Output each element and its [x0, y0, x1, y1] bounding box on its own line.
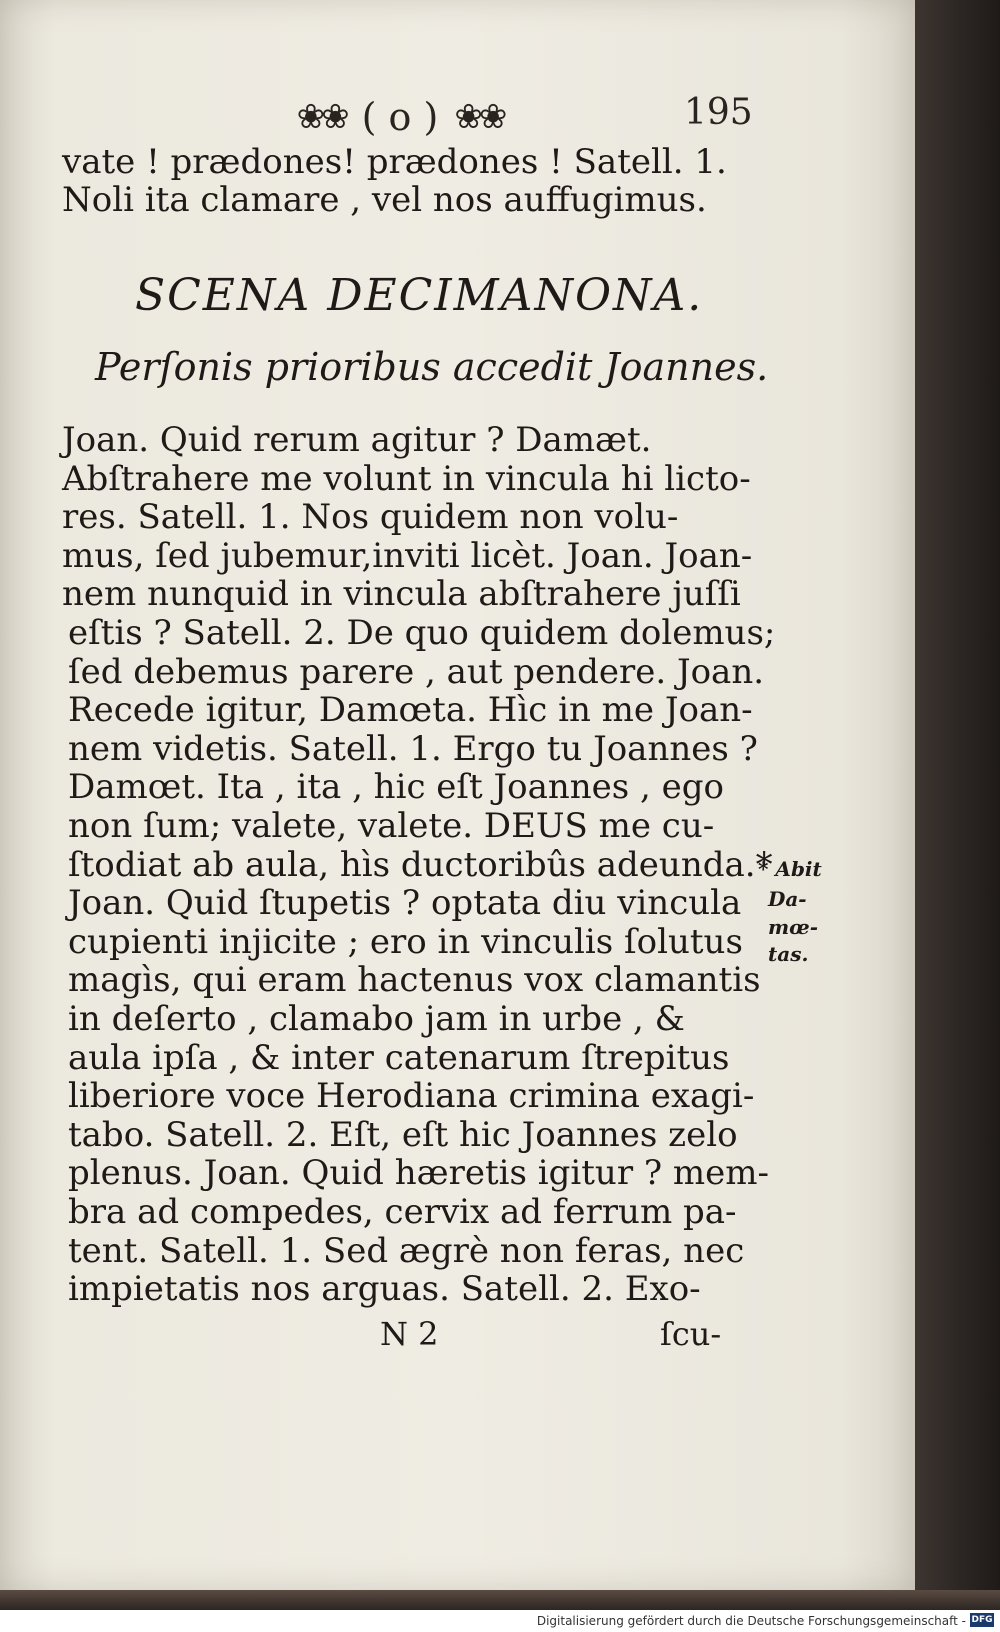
dfg-logo: DFG [971, 1615, 993, 1625]
body-line: non ſum; valete, valete. DEUS me cu- [68, 806, 715, 846]
body-line: tent. Satell. 1. Sed ægrè non feras, nec [68, 1230, 745, 1271]
signature-mark: N 2 [380, 1315, 439, 1353]
body-line: cupienti injicite ; ero in vinculis ſolutus [68, 921, 743, 962]
margin-note-line: mœ- [768, 915, 819, 939]
text-line: vate ! prædones! prædones ! Satell. 1. [62, 142, 727, 182]
body-line: mus, ſed jubemur,inviti licèt. Joan. Joan- [62, 535, 753, 576]
catchword: ſcu- [660, 1315, 722, 1353]
right-ornament-icon: ❀❀ [454, 97, 504, 137]
margin-note-line: tas. [768, 942, 809, 966]
scene-title: SCENA DECIMANONA. [135, 270, 704, 321]
body-line: magìs, qui eram hactenus vox clamantis [68, 960, 761, 1001]
body-line: Joan. Quid rerum agitur ? Damæt. [62, 420, 652, 460]
body-line: res. Satell. 1. Nos quidem non volu- [62, 497, 679, 538]
body-line: Damœt. Ita , ita , hic eſt Joannes , ego [68, 767, 724, 808]
body-line: Recede igitur, Damœta. Hìc in me Joan- [68, 690, 753, 731]
margin-note-line: * Abit [758, 857, 822, 881]
header-marker: ( o ) [361, 95, 439, 139]
body-line: plenus. Joan. Quid hæretis igitur ? mem- [68, 1153, 770, 1194]
body-line: bra ad compedes, cervix ad ferrum pa- [68, 1192, 737, 1232]
margin-note-line: Da- [768, 887, 807, 911]
body-line: in deſerto , clamabo jam in urbe , & [68, 999, 685, 1039]
body-line: impietatis nos arguas. Satell. 2. Exo- [68, 1269, 701, 1310]
scene-subtitle: Perſonis prioribus accedit Joannes. [95, 345, 769, 389]
body-line: nem videtis. Satell. 1. Ergo tu Joannes ? [68, 728, 758, 769]
running-header [260, 92, 540, 142]
footer-text: Digitalisierung gefördert durch die Deutsche Forschungsgemeinschaft - [536, 1614, 966, 1628]
body-line: tabo. Satell. 2. Eſt, eſt hic Joannes zelo [68, 1114, 738, 1155]
body-line: aula ipſa , & inter catenarum ſtrepitus [68, 1037, 730, 1078]
text-line: Noli ita clamare , vel nos auffugimus. [62, 180, 707, 220]
left-ornament-icon: ❀❀ [296, 97, 346, 137]
book-bottom-edge [0, 1590, 1000, 1610]
page-number: 195 [684, 92, 753, 133]
body-line: ſtodiat ab aula, hìs ductoribûs adeunda.* [68, 844, 773, 885]
body-line: liberiore voce Herodiana crimina exagi- [68, 1076, 755, 1117]
body-line: nem nunquid in vincula abſtrahere juſſi [62, 574, 741, 615]
book-spine [915, 0, 1000, 1590]
body-line: Joan. Quid ſtupetis ? optata diu vincula [68, 883, 742, 924]
body-line: Abſtrahere me volunt in vincula hi licto- [62, 458, 751, 499]
body-line: ſed debemus parere , aut pendere. Joan. [68, 651, 765, 692]
body-line: eſtis ? Satell. 2. De quo quidem dolemus; [68, 613, 776, 653]
